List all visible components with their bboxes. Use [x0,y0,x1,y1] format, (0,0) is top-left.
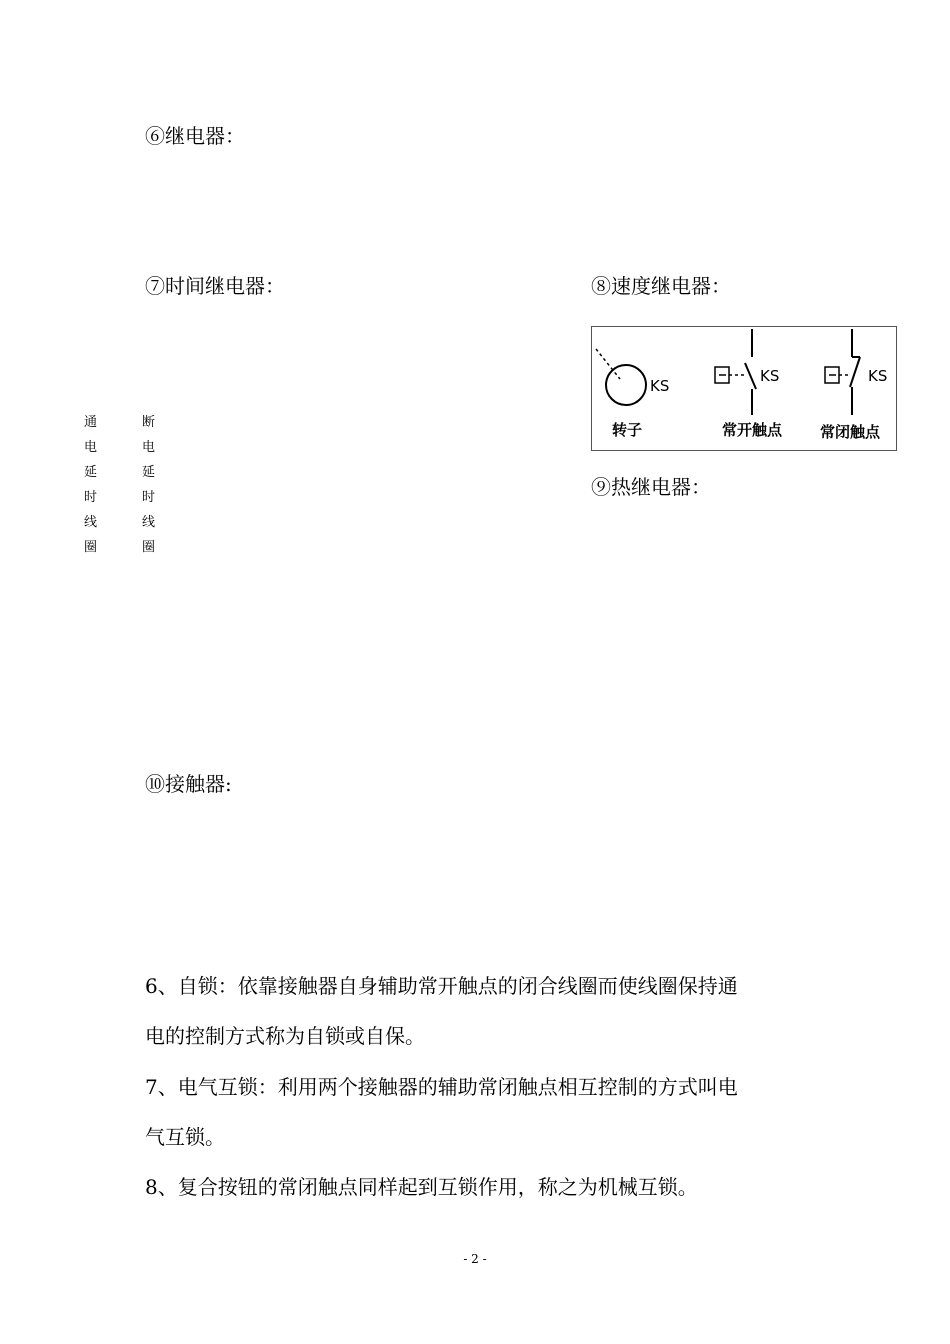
on-delay-char: 线 [84,515,98,530]
heading-relay: ⑥继电器： [145,124,245,148]
on-delay-char: 时 [84,490,98,505]
off-delay-coil-label [142,410,155,560]
on-delay-coil-label [84,410,97,560]
on-delay-char: 圈 [84,540,98,555]
on-delay-char: 延 [84,465,98,480]
paragraph-line: 8、复合按钮的常闭触点同样起到互锁作用，称之为机械互锁。 [145,1175,698,1199]
off-delay-char: 断 [142,415,156,430]
heading-contactor: ⑩接触器: [145,772,232,796]
caption-normally-open: 常开触点 [722,421,783,439]
paragraph-line: 电的控制方式称为自锁或自保。 [145,1024,425,1048]
nc-contact-ks-label: KS [868,367,888,385]
paragraph-line: 6、自锁：依靠接触器自身辅助常开触点的闭合线圈而使线圈保持通 [145,974,738,998]
caption-normally-closed: 常闭触点 [820,423,881,441]
no-contact-ks-label: KS [760,367,780,385]
on-delay-char: 通 [84,415,98,430]
rotor-ks-label: KS [650,377,670,395]
speed-relay-diagram [592,327,898,452]
off-delay-char: 圈 [142,540,156,555]
off-delay-char: 时 [142,490,156,505]
off-delay-char: 延 [142,465,156,480]
off-delay-char: 线 [142,515,156,530]
heading-thermal-relay: ⑨热继电器： [591,475,711,499]
on-delay-char: 电 [84,440,98,455]
heading-time-relay: ⑦时间继电器： [145,274,285,298]
speed-relay-figure [591,326,897,451]
off-delay-char: 电 [142,440,156,455]
page-number: - 2 - [463,1252,487,1266]
paragraph-line: 7、电气互锁：利用两个接触器的辅助常闭触点相互控制的方式叫电 [145,1075,738,1099]
paragraph-line: 气互锁。 [145,1125,225,1149]
rotor-circle [606,365,646,405]
heading-speed-relay: ⑧速度继电器： [591,274,731,298]
caption-rotor: 转子 [612,421,643,439]
